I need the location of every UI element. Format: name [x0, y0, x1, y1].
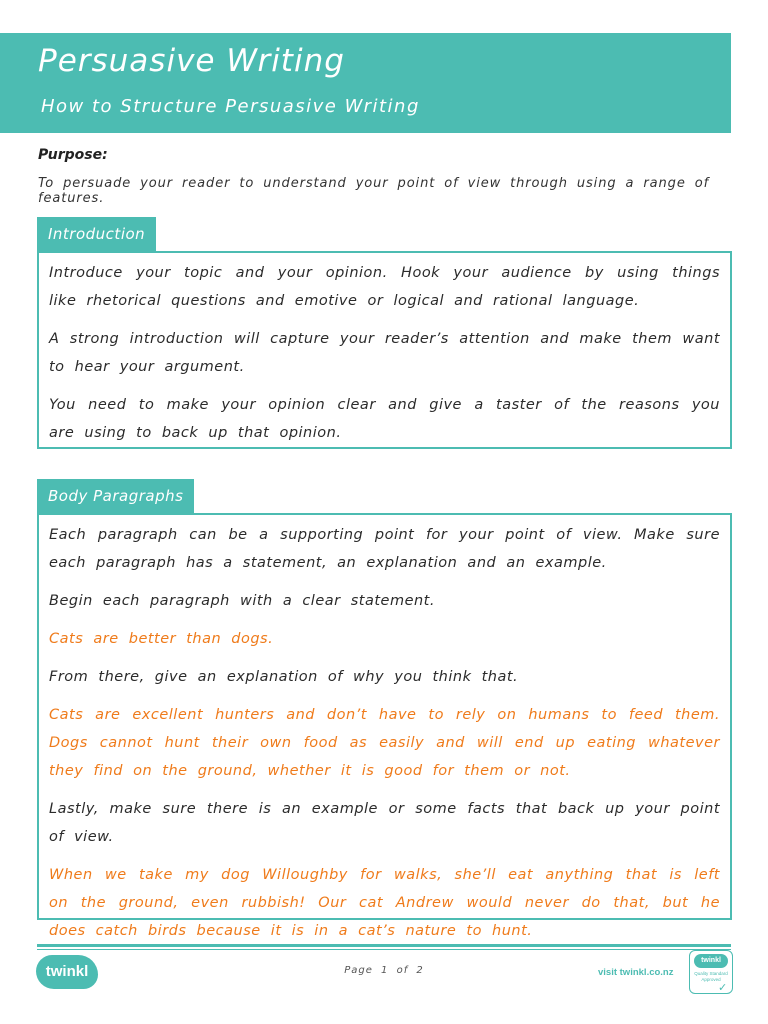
footer-divider [37, 944, 731, 947]
body-paragraph: Each paragraph can be a supporting point for your point of view. Make sure each paragraph has a statement, an explanation and an example. [49, 527, 720, 571]
checkmark-icon: ✓ [718, 981, 728, 994]
body-paragraph: From there, give an explanation of why you think that. [49, 669, 519, 685]
quality-standard-badge [689, 950, 733, 994]
purpose-text: To persuade your reader to understand your point of view through using a range of features. [38, 176, 710, 206]
example-statement: Cats are better than dogs. [49, 631, 274, 647]
page-title: Persuasive Writing [38, 43, 345, 79]
body-paragraphs-tab: Body Paragraphs [37, 479, 194, 513]
purpose-label: Purpose: [38, 147, 108, 163]
example-evidence: When we take my dog Willoughby for walks, she’ll eat anything that is left on the ground, even rubbish! Our cat Andrew would never do that, but he does catch birds because it is in a cat’s nature to hunt. [49, 867, 720, 939]
twinkl-logo[interactable]: twinkl [36, 955, 98, 989]
body-paragraphs-box [37, 513, 732, 939]
header-banner [0, 33, 731, 133]
page-number: Page 1 of 2 [344, 965, 424, 976]
introduction-paragraph: A strong introduction will capture your reader’s attention and make them want to hear your argument. [49, 331, 720, 375]
footer-divider-thin [37, 949, 731, 950]
visit-link[interactable]: visit twinkl.co.nz [598, 967, 674, 978]
page-subtitle: How to Structure Persuasive Writing [41, 96, 420, 117]
introduction-tab: Introduction [37, 217, 156, 251]
introduction-paragraph: Introduce your topic and your opinion. Hook your audience by using things like rhetorical questions and emotive or logical and rational language. [49, 265, 720, 309]
introduction-paragraph: You need to make your opinion clear and give a taster of the reasons you are using to back up that opinion. [49, 397, 720, 441]
example-explanation: Cats are excellent hunters and don’t have to rely on humans to feed them. Dogs cannot hunt their own food as easily and will end up eating whatever they find on the ground, whether it is good for them or not. [49, 707, 720, 779]
body-paragraph: Begin each paragraph with a clear statement. [49, 593, 435, 609]
body-paragraph: Lastly, make sure there is an example or some facts that back up your point of view. [49, 801, 720, 845]
badge-brand: twinkl [694, 954, 728, 968]
introduction-box [37, 251, 732, 449]
badge-text: Quality Standard Approved [694, 971, 728, 982]
